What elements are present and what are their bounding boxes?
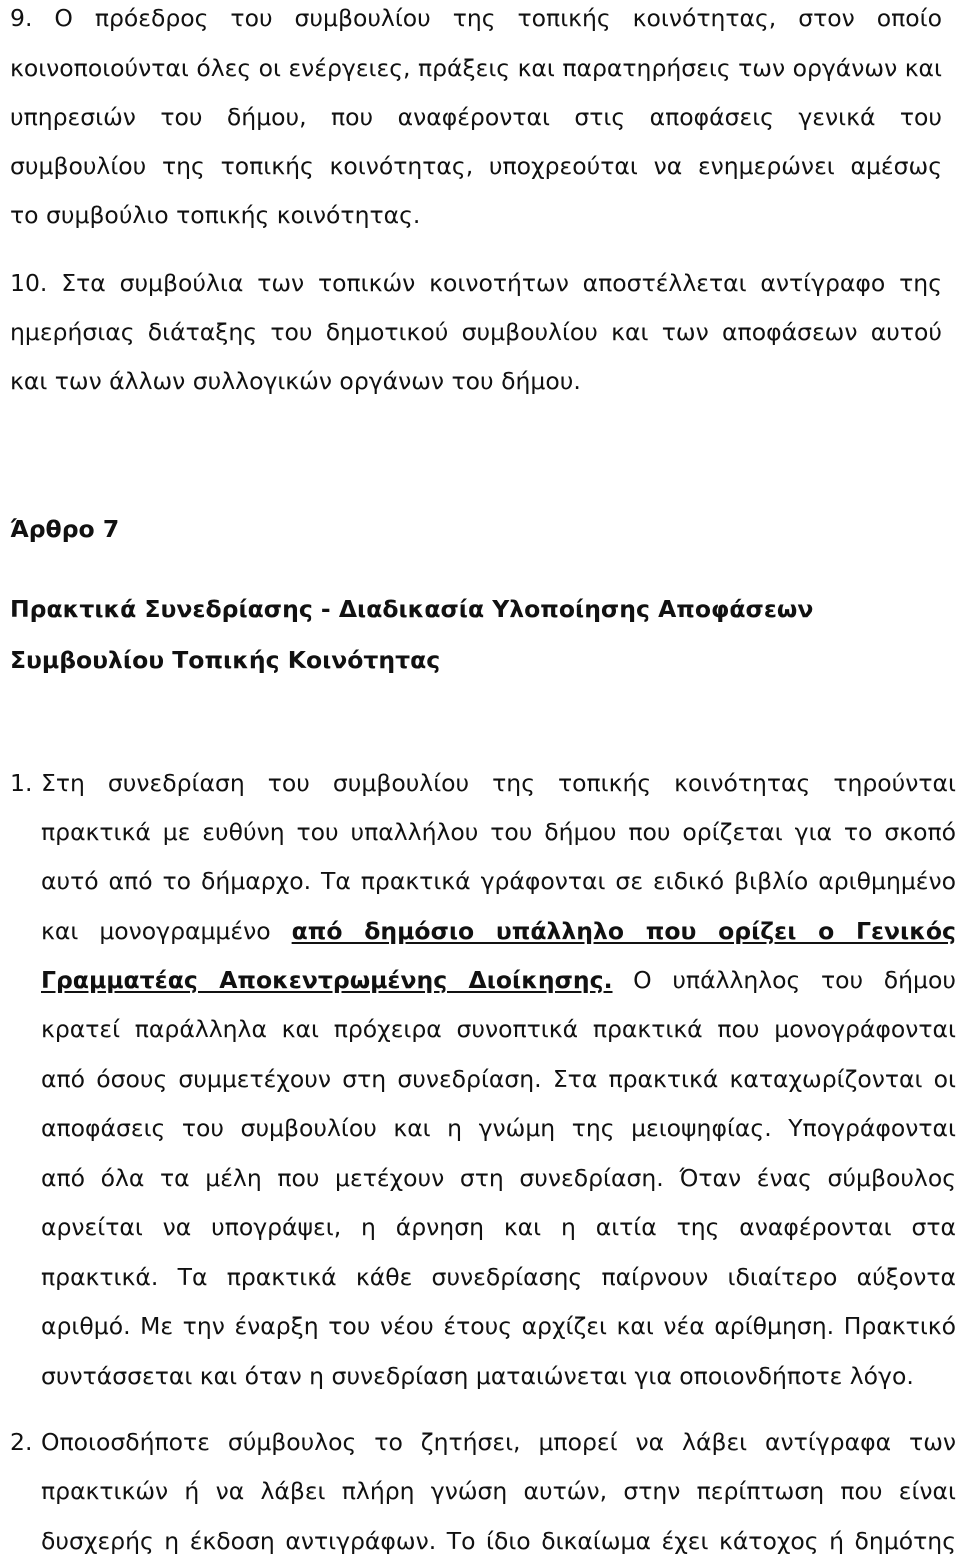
item10-line-3: και των άλλων συλλογικών οργάνων του δήμου.	[10, 367, 581, 395]
para1-line-8: αποφάσεις του συμβουλίου και η γνώμη της μειοψηφίας. Υπογράφονται	[41, 1114, 956, 1142]
para1-line-3: αυτό από το δήμαρχο. Τα πρακτικά γράφονται σε ειδικό βιβλίο αριθμημένο	[41, 867, 956, 895]
para2-line-3: δυσχερής η έκδοση αντιγράφων. Το ίδιο δικαίωμα έχει κάτοχος ή δημότης	[41, 1527, 956, 1555]
item9-line-2: κοινοποιούνται όλες οι ενέργειες, πράξεις και παρατηρήσεις των οργάνων και	[10, 54, 942, 82]
article-title-line-1: Πρακτικά Συνεδρίασης - Διαδικασία Υλοποίησης Αποφάσεων	[10, 595, 814, 623]
item10-line-1: 10. Στα συμβούλια των τοπικών κοινοτήτων αποστέλλεται αντίγραφο της	[10, 269, 942, 297]
para2-number: 2.	[10, 1428, 33, 1456]
item9-line-1: 9. Ο πρόεδρος του συμβουλίου της τοπικής κοινότητας, στον οποίο	[10, 4, 942, 32]
item10-line-2: ημερήσιας διάταξης του δημοτικού συμβουλίου και των αποφάσεων αυτού	[10, 318, 942, 346]
para1-line-11: πρακτικά. Τα πρακτικά κάθε συνεδρίασης παίρνουν ιδιαίτερο αύξοντα	[41, 1263, 956, 1291]
para1-line-9: από όλα τα μέλη που μετέχουν στη συνεδρίαση. Όταν ένας σύμβουλος	[41, 1164, 956, 1192]
para1-line-5-underlined: Γραμματέας Αποκεντρωμένης Διοίκησης.	[41, 966, 613, 994]
article-number: Άρθρο 7	[10, 515, 120, 543]
para1-line-10: αρνείται να υπογράψει, η άρνηση και η αιτία της αναφέρονται στα	[41, 1213, 956, 1241]
para2-line-1: Οποιοσδήποτε σύμβουλος το ζητήσει, μπορεί να λάβει αντίγραφα των	[41, 1428, 956, 1456]
para1-line-5	[41, 960, 956, 1000]
item9-line-4: συμβουλίου της τοπικής κοινότητας, υποχρεούται να ενημερώνει αμέσως	[10, 152, 942, 180]
para1-line-4	[41, 911, 956, 951]
article-title-line-2: Συμβουλίου Τοπικής Κοινότητας	[10, 646, 441, 674]
para2-line-2: πρακτικών ή να λάβει πλήρη γνώση αυτών, στην περίπτωση που είναι	[41, 1477, 956, 1505]
para1-line-2: πρακτικά με ευθύνη του υπαλλήλου του δήμου που ορίζεται για το σκοπό	[41, 818, 956, 846]
item9-line-5: το συμβούλιο τοπικής κοινότητας.	[10, 201, 421, 229]
para1-number: 1.	[10, 769, 33, 797]
para1-line-6: κρατεί παράλληλα και πρόχειρα συνοπτικά πρακτικά που μονογράφονται	[41, 1015, 956, 1043]
para1-line-13: συντάσσεται και όταν η συνεδρίαση ματαιώνεται για οποιονδήποτε λόγο.	[41, 1362, 914, 1390]
para1-line-4-underlined: από δημόσιο υπάλληλο που ορίζει ο Γενικός	[291, 917, 956, 945]
para1-line-4-plain: και μονογραμμένο	[41, 917, 292, 945]
para1-line-7: από όσους συμμετέχουν στη συνεδρίαση. Στα πρακτικά καταχωρίζονται οι	[41, 1065, 956, 1093]
item9-line-3: υπηρεσιών του δήμου, που αναφέρονται στις αποφάσεις γενικά του	[10, 103, 942, 131]
para1-line-5-plain: Ο υπάλληλος του δήμου	[612, 966, 956, 994]
para1-line-1: Στη συνεδρίαση του συμβουλίου της τοπικής κοινότητας τηρούνται	[41, 769, 956, 797]
para1-line-12: αριθμό. Με την έναρξη του νέου έτους αρχίζει και νέα αρίθμηση. Πρακτικό	[41, 1312, 956, 1340]
